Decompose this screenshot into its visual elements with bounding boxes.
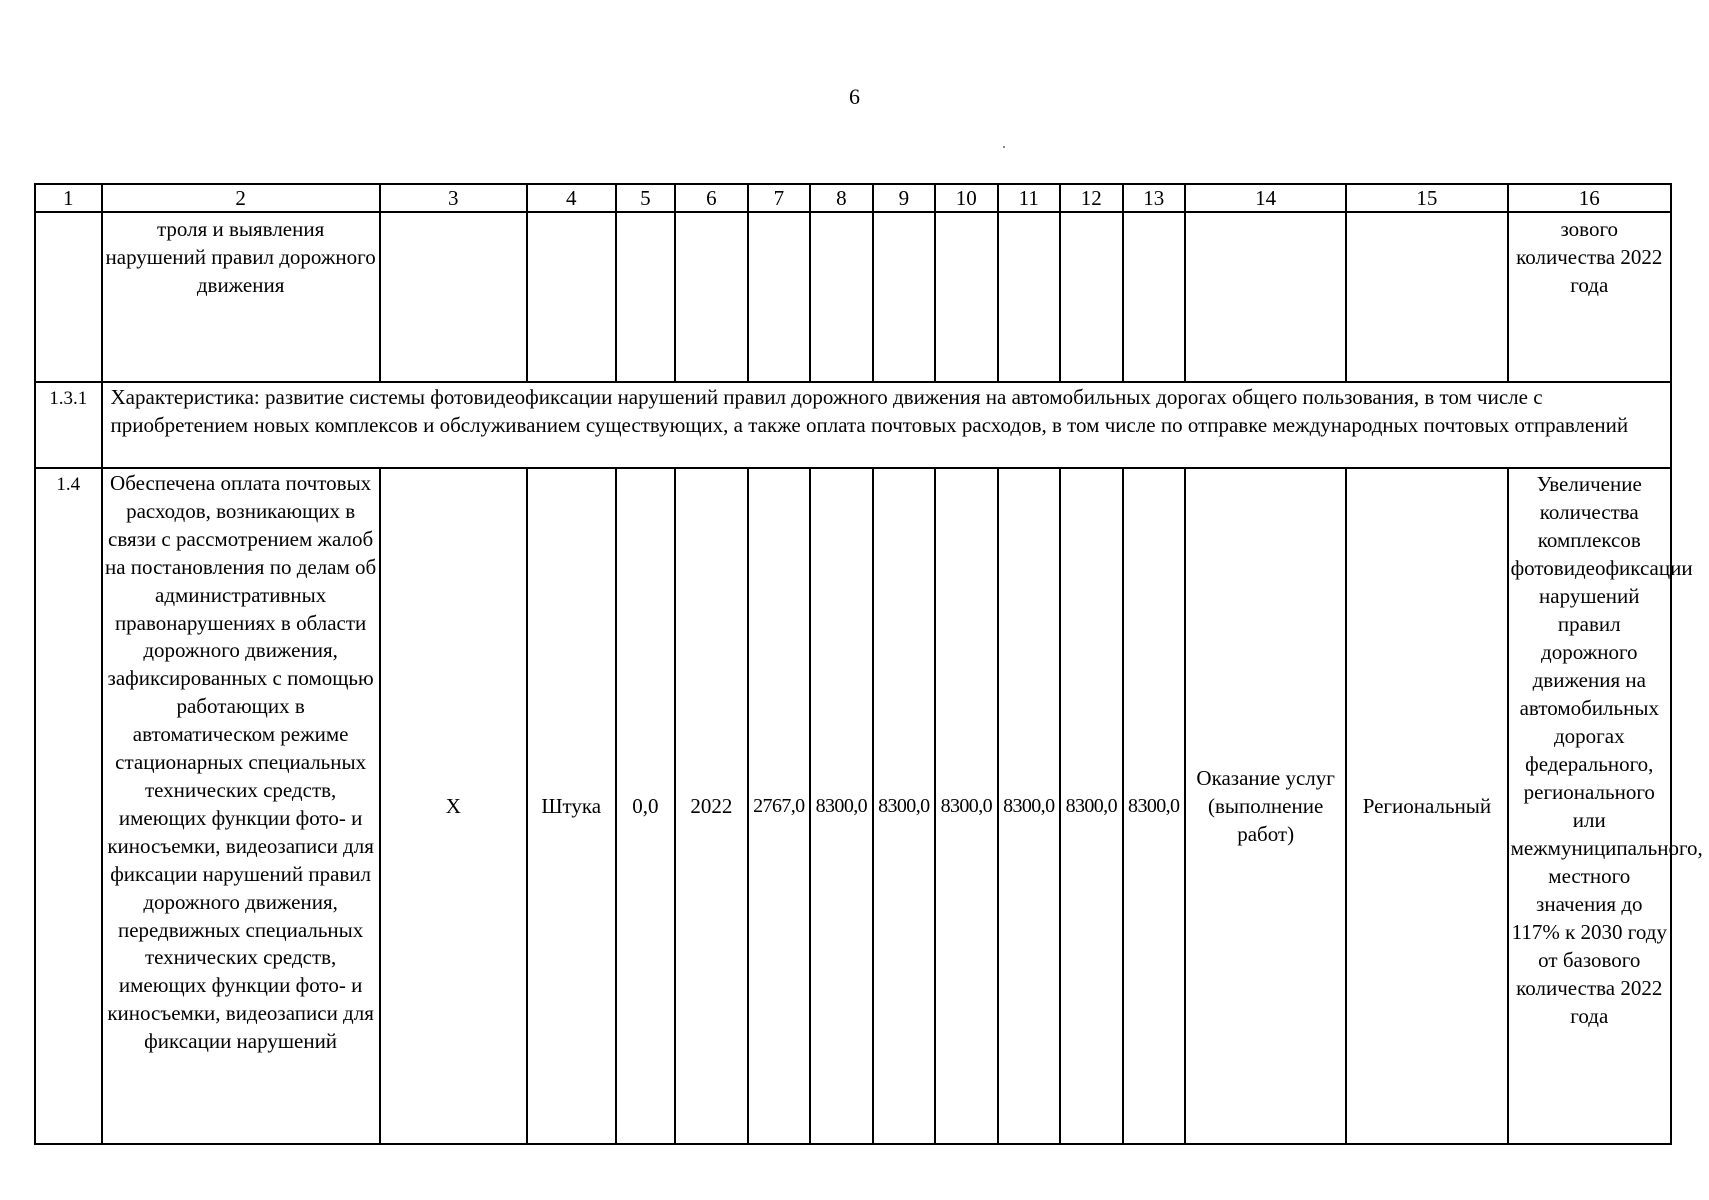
header-cell: 3 [380,184,527,212]
table-cell [748,212,810,382]
table-header-row [35,184,1671,212]
header-cell: 12 [1060,184,1122,212]
table-row-characteristic [35,382,1671,468]
continuation-result-cell: троля и выявления нарушений правил дорожного движения [102,212,380,382]
value-cell: 2767,0 [748,468,810,1144]
table-row-main [35,468,1671,1144]
table-cell [1346,212,1507,382]
unit-cell: Штука [527,468,616,1144]
table-cell [35,212,102,382]
value-cell: 8300,0 [873,468,935,1144]
table-cell [935,212,997,382]
table-cell [810,212,872,382]
header-cell: 2 [102,184,380,212]
value-cell: 8300,0 [935,468,997,1144]
continuation-indicator-cell: зового количества 2022 года [1508,212,1671,382]
value-cell: 8300,0 [1060,468,1122,1144]
characteristic-text-cell: Характеристика: развитие системы фотовидеофиксации нарушений правил дорожного движения на автомобильных дорогах общего пользования, в том числе с приобретением новых комплексов и обслуживанием существующих, а также оплата почтовых расходов, в том числе по отправке международных почтовых отправлений [102,382,1671,468]
row-number-cell: 1.4 [35,468,102,1144]
header-cell: 15 [1346,184,1507,212]
table-cell [1060,212,1122,382]
base-year-cell: 2022 [675,468,748,1144]
header-cell: 6 [675,184,748,212]
result-description-cell: Обеспечена оплата почтовых расходов, возникающих в связи с рассмотрением жалоб на постановления по делам об административных правонарушениях в области дорожного движения, зафиксированных с помощью работающих в автоматическом режиме стационарных специальных технических средств, имеющих функции фото- и киносъемки, видеозаписи для фиксации нарушений правил дорожного движения, передвижных специальных технических средств, имеющих функции фото- и киносъемки, видеозаписи для фиксации нарушений [102,468,380,1144]
header-cell: 11 [998,184,1060,212]
header-cell: 10 [935,184,997,212]
header-cell: 16 [1508,184,1671,212]
value-cell: 8300,0 [998,468,1060,1144]
col3-cell: X [380,468,527,1144]
table-cell [998,212,1060,382]
header-cell: 9 [873,184,935,212]
value-cell: 8300,0 [1123,468,1185,1144]
header-cell: 4 [527,184,616,212]
table-cell [380,212,527,382]
table-cell [1185,212,1346,382]
table-cell [616,212,675,382]
indicator-cell: Увеличение количества комплексов фотовидеофиксации нарушений правил дорожного движения на автомобильных дорогах федерального, регионального или межмуниципального, местного значения до 117% к 2030 году от базового количества 2022 года [1508,468,1671,1144]
level-cell: Региональный [1346,468,1507,1144]
header-cell: 1 [35,184,102,212]
document-table [34,183,1703,1145]
header-cell: 8 [810,184,872,212]
page-number: 6 [849,84,860,109]
header-cell: 5 [616,184,675,212]
base-value-cell: 0,0 [616,468,675,1144]
value-cell: 8300,0 [810,468,872,1144]
table-cell [527,212,616,382]
table-cell [675,212,748,382]
header-cell: 13 [1123,184,1185,212]
header-cell: 7 [748,184,810,212]
table-row-continuation [35,212,1671,382]
header-cell: 14 [1185,184,1346,212]
row-number-cell: 1.3.1 [35,382,102,468]
type-cell: Оказание услуг (выполнение работ) [1185,468,1346,1144]
table-cell [1123,212,1185,382]
table-cell [873,212,935,382]
scan-artifact [1003,146,1005,148]
